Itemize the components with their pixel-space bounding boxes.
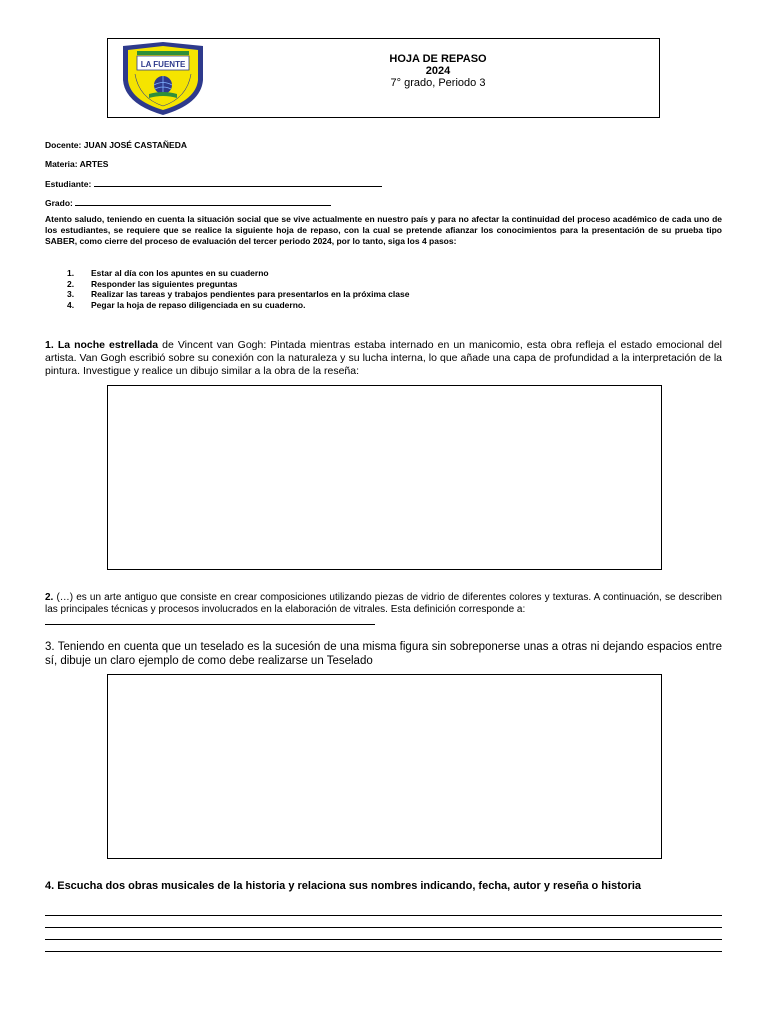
question-1-artwork: La noche estrellada [57, 339, 159, 351]
question-2-number: 2. [45, 592, 54, 603]
step-text: Estar al día con los apuntes en su cuaderno [91, 268, 269, 278]
grade-label: Grado: [45, 198, 73, 208]
intro-paragraph: Atento saludo, teniendo en cuenta la situación social que se vive actualmente en nuestro país y para no afectar la continuidad del proceso académico de cada uno de los estudiantes, se requiere que se realice la siguiente hoja de repaso, con la cual se pretende afianzar los conocimientos para la presentación de su prueba tipo SABER, como cierre del proceso de evaluación del tercer periodo 2024, por lo tanto, siga los 4 pasos: [45, 214, 722, 246]
question-2 [45, 592, 722, 616]
header-text [328, 53, 548, 89]
grade-blank[interactable] [75, 197, 331, 206]
teacher-line: Docente: JUAN JOSÉ CASTAÑEDA [45, 140, 188, 150]
step-item [67, 289, 409, 300]
drawing-box-3[interactable] [107, 674, 662, 859]
step-item [67, 268, 409, 279]
step-number: 2. [67, 278, 75, 289]
student-label: Estudiante: [45, 179, 92, 189]
step-number: 3. [67, 289, 75, 299]
answer-line-4d[interactable] [45, 951, 722, 952]
step-item [67, 300, 409, 311]
step-text: Pegar la hoja de repaso diligenciada en su cuaderno. [91, 299, 306, 310]
document-subtitle: 7° grado, Periodo 3 [390, 77, 486, 89]
answer-line-4a[interactable] [45, 915, 722, 916]
step-text: Responder las siguientes preguntas [91, 278, 238, 289]
school-shield-logo [113, 40, 213, 117]
answer-line-4b[interactable] [45, 927, 722, 928]
step-number: 1. [67, 268, 75, 278]
step-text: Realizar las tareas y trabajos pendientes para presentarlos en la próxima clase [91, 289, 410, 299]
question-1-number: 1. [45, 339, 54, 351]
question-2-text: (…) es un arte antiguo que consiste en crear composiciones utilizando piezas de vidrio de diferentes colores y texturas. A continuación, se describen las principales técnicas y procesos involucrados en la elaboración de vitrales. Esta definición corresponde a: [45, 592, 722, 615]
drawing-box-1[interactable] [107, 385, 662, 570]
question-3: 3. Teniendo en cuenta que un teselado es la sucesión de una misma figura sin sobreponerse unas a otras ni dejando espacios entre sí, dibuje un claro ejemplo de como debe realizarse un Teselado [45, 641, 722, 667]
question-1-text: de Vincent van Gogh: Pintada mientras estaba internado en un manicomio, esta obra refleja el estado emocional del artista. Van Gogh escribió sobre su conexión con la naturaleza y su lucha interna, lo que añade una capa de profundidad a la interpretación de la pintura. Investigue y realice un dibujo similar a la obra de la reseña: [45, 339, 723, 377]
steps-list [67, 268, 409, 310]
logo-banner-text: LA FUENTE [140, 60, 186, 69]
document-header [107, 38, 660, 118]
student-line [45, 178, 382, 189]
document-title: HOJA DE REPASO [389, 53, 487, 65]
answer-line-4c[interactable] [45, 939, 722, 940]
question-1 [45, 339, 722, 378]
step-item [67, 279, 409, 290]
document-year: 2024 [425, 65, 451, 77]
step-number: 4. [67, 299, 75, 310]
subject-line: Materia: ARTES [45, 159, 109, 169]
student-blank[interactable] [94, 178, 382, 187]
question-4: 4. Escucha dos obras musicales de la historia y relaciona sus nombres indicando, fecha, autor y reseña o historia [45, 880, 642, 892]
grade-line [45, 197, 331, 208]
answer-line-2[interactable] [45, 624, 375, 625]
